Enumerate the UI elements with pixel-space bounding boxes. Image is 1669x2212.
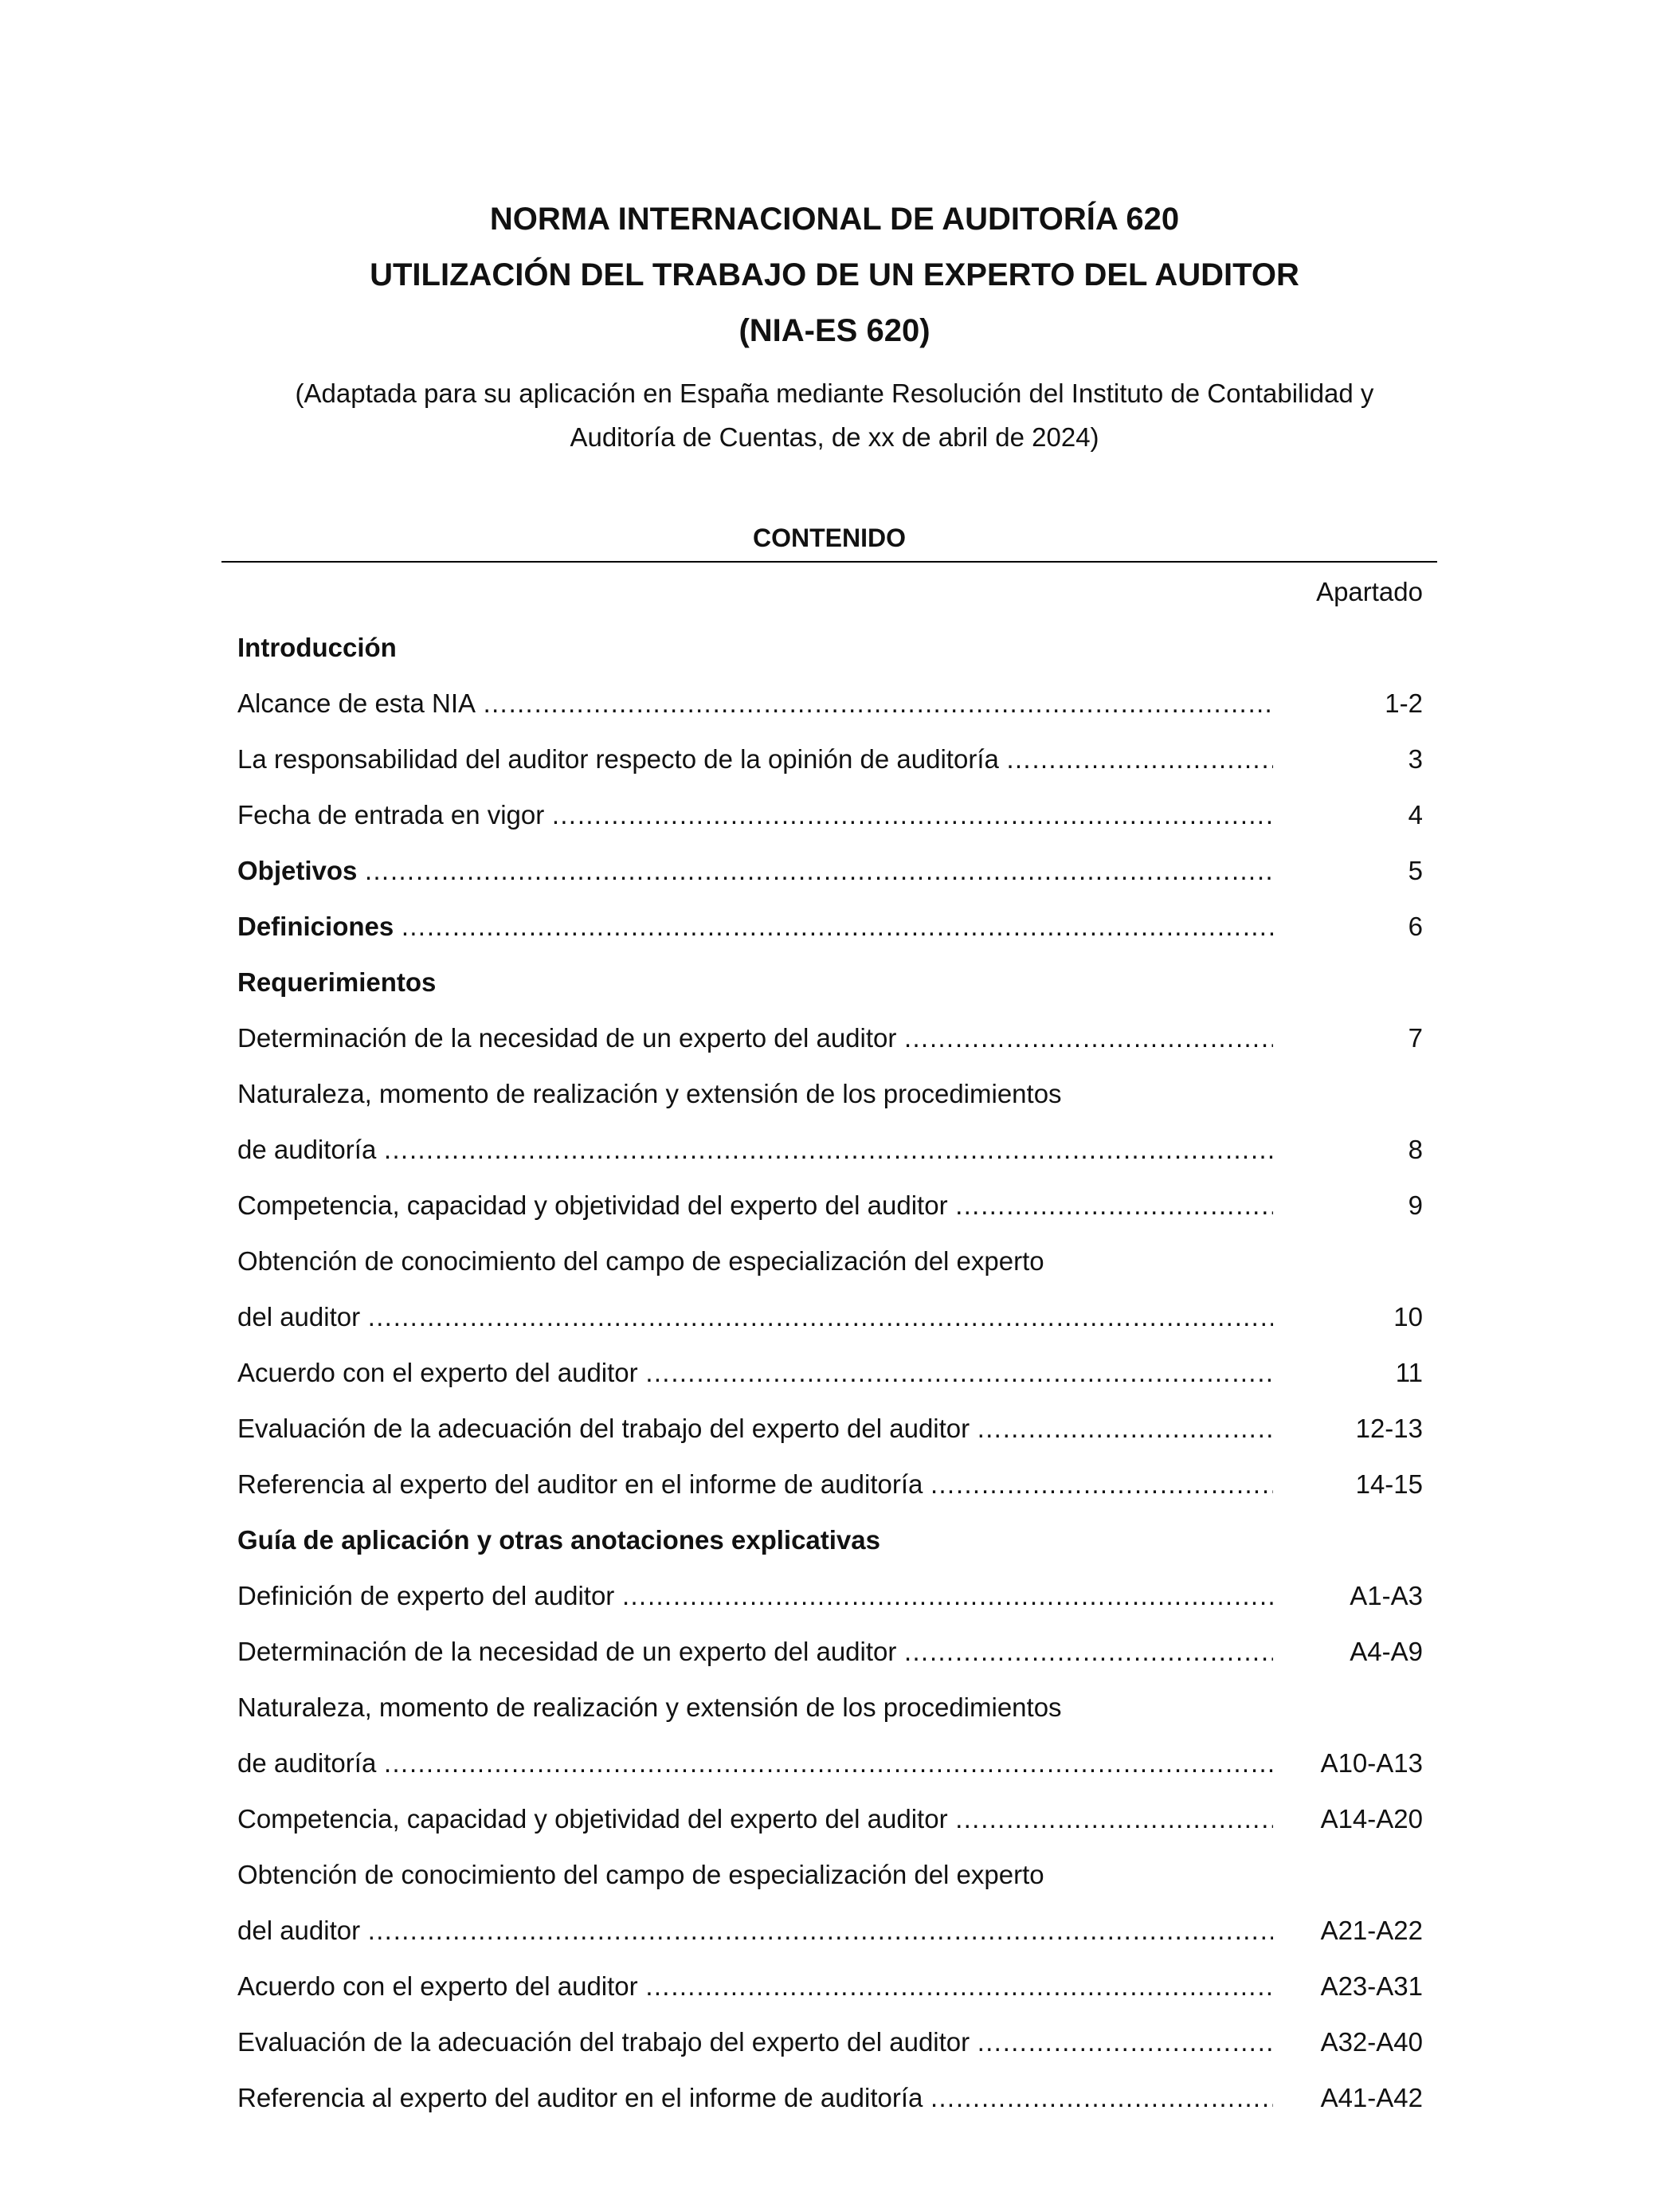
toc-entry (237, 1122, 1423, 1178)
toc-entry-label: Acuerdo con el experto del auditor (237, 1358, 638, 1387)
toc-entry-label: Fecha de entrada en vigor (237, 800, 545, 830)
toc-entry-reference: A41-A42 (1320, 2083, 1423, 2112)
toc-entry-reference: A10-A13 (1320, 1748, 1423, 1778)
toc-entry-title (237, 620, 1273, 676)
toc-entry-label: Objetivos (237, 856, 358, 885)
toc-entry-label: Alcance de esta NIA (237, 688, 476, 718)
toc-entry-label: Evaluación de la adecuación del trabajo del experto del auditor (237, 2027, 970, 2057)
toc-entry-label: Competencia, capacidad y objetividad del experto del auditor (237, 1190, 948, 1220)
toc-entry-label: Requerimientos (237, 967, 437, 997)
toc-entry-title (237, 1512, 1273, 1568)
toc-entry-label: Determinación de la necesidad de un experto del auditor (237, 1637, 897, 1666)
toc-entry (237, 1903, 1423, 1959)
toc-entry (237, 2014, 1423, 2070)
toc-section-heading (237, 1512, 1423, 1568)
toc-entry-title (237, 1178, 1273, 1233)
contents-divider (221, 561, 1437, 563)
title-line-2: UTILIZACIÓN DEL TRABAJO DE UN EXPERTO DEL AUDITOR (370, 257, 1299, 292)
toc-entry-label: Guía de aplicación y otras anotaciones explicativas (237, 1525, 880, 1555)
toc-entry-reference: A1-A3 (1350, 1581, 1423, 1610)
toc-entry-reference (1273, 1512, 1423, 1568)
toc-rows (237, 620, 1423, 2126)
toc-entry (237, 1568, 1423, 1624)
toc-section-heading (237, 620, 1423, 676)
toc-entry (237, 1791, 1423, 1847)
toc-entry (237, 1624, 1423, 1680)
toc-entry-reference: 6 (1408, 912, 1423, 941)
toc-entry-title (237, 1066, 1273, 1122)
toc-entry-title (237, 1401, 1273, 1457)
toc-entry-title (237, 1345, 1273, 1401)
toc-entry-label: Introducción (237, 633, 397, 662)
toc-entry-label: de auditoría (237, 1748, 377, 1778)
toc-entry-reference (1273, 620, 1423, 676)
toc-entry-label: de auditoría (237, 1135, 377, 1164)
toc-entry-label: Determinación de la necesidad de un experto del auditor (237, 1023, 897, 1053)
toc-entry-title (237, 1010, 1273, 1066)
toc-entry-title (237, 1959, 1273, 2014)
toc-entry-label: Referencia al experto del auditor en el informe de auditoría (237, 1469, 923, 1499)
title-line-3: (NIA-ES 620) (739, 313, 930, 348)
toc-entry-label: Naturaleza, momento de realización y extensión de los procedimientos (237, 1079, 1062, 1108)
toc-entry-title (237, 676, 1273, 731)
toc-entry (237, 1401, 1423, 1457)
toc-entry-reference: A4-A9 (1350, 1637, 1423, 1666)
toc-entry-label: Obtención de conocimiento del campo de especialización del experto (237, 1246, 1044, 1276)
toc-entry-title (237, 2070, 1273, 2126)
toc-entry-reference: 3 (1408, 744, 1423, 774)
toc-entry-reference: 1-2 (1385, 688, 1423, 718)
toc-entry (237, 2070, 1423, 2126)
toc-entry-title (237, 1624, 1273, 1680)
toc-entry-title (237, 1233, 1273, 1289)
toc-entry-reference: 12-13 (1355, 1414, 1423, 1443)
table-of-contents (237, 564, 1423, 2126)
toc-entry-reference: A21-A22 (1320, 1916, 1423, 1945)
toc-entry (237, 1010, 1423, 1066)
toc-entry (237, 1680, 1423, 1735)
toc-entry-reference (1273, 1066, 1423, 1122)
toc-entry (237, 899, 1423, 955)
title-line-1: NORMA INTERNACIONAL DE AUDITORÍA 620 (489, 202, 1180, 237)
toc-entry (237, 731, 1423, 787)
toc-entry-title (237, 1289, 1273, 1345)
toc-entry (237, 1735, 1423, 1791)
toc-entry-label: Obtención de conocimiento del campo de especialización del experto (237, 1860, 1044, 1889)
toc-entry-reference (1273, 1847, 1423, 1903)
subtitle (0, 371, 1669, 459)
toc-entry (237, 843, 1423, 899)
toc-entry-title (237, 2014, 1273, 2070)
toc-entry-reference: 11 (1395, 1358, 1423, 1387)
document-header (0, 191, 1669, 459)
toc-entry-label: Acuerdo con el experto del auditor (237, 1971, 638, 2001)
toc-section-heading (237, 955, 1423, 1010)
toc-entry-reference (1273, 1680, 1423, 1735)
toc-entry-reference: 7 (1408, 1023, 1423, 1053)
toc-entry-label: Evaluación de la adecuación del trabajo del experto del auditor (237, 1414, 970, 1443)
toc-entry-title (237, 955, 1273, 1010)
toc-entry-label: Competencia, capacidad y objetividad del experto del auditor (237, 1804, 948, 1834)
toc-entry (237, 1847, 1423, 1903)
toc-entry-title (237, 1457, 1273, 1512)
contents-heading-block (221, 516, 1437, 563)
toc-entry-reference: 14-15 (1355, 1469, 1423, 1499)
toc-entry-title (237, 1903, 1273, 1959)
toc-entry-title (237, 843, 1273, 899)
toc-entry (237, 1233, 1423, 1289)
toc-entry-title (237, 1735, 1273, 1791)
toc-entry (237, 1959, 1423, 2014)
toc-entry-label: Naturaleza, momento de realización y extensión de los procedimientos (237, 1692, 1062, 1722)
toc-entry-reference: A14-A20 (1320, 1804, 1423, 1834)
toc-entry-label: del auditor (237, 1302, 361, 1332)
toc-entry (237, 676, 1423, 731)
toc-entry-label: Referencia al experto del auditor en el informe de auditoría (237, 2083, 923, 2112)
toc-entry-reference (1273, 955, 1423, 1010)
toc-entry-title (237, 1847, 1273, 1903)
toc-entry (237, 1345, 1423, 1401)
toc-entry-reference: 10 (1393, 1302, 1423, 1332)
toc-entry-title (237, 1680, 1273, 1735)
toc-entry-reference (1273, 1233, 1423, 1289)
toc-entry-title (237, 787, 1273, 843)
toc-entry (237, 1066, 1423, 1122)
contents-heading: CONTENIDO (753, 524, 906, 552)
toc-entry-reference: 4 (1408, 800, 1423, 830)
toc-entry (237, 1457, 1423, 1512)
toc-entry-reference: 9 (1408, 1190, 1423, 1220)
subtitle-line-1: (Adaptada para su aplicación en España mediante Resolución del Instituto de Contabilidad y (295, 378, 1374, 408)
toc-entry-label: Definiciones (237, 912, 394, 941)
toc-entry-reference: 5 (1408, 856, 1423, 885)
toc-entry-label: La responsabilidad del auditor respecto de la opinión de auditoría (237, 744, 999, 774)
toc-entry-reference: A23-A31 (1320, 1971, 1423, 2001)
apartado-column-header: Apartado (1316, 577, 1423, 606)
toc-entry-reference: A32-A40 (1320, 2027, 1423, 2057)
subtitle-line-2: Auditoría de Cuentas, de xx de abril de 2024) (570, 422, 1099, 452)
toc-entry (237, 1178, 1423, 1233)
toc-entry-label: Definición de experto del auditor (237, 1581, 615, 1610)
toc-entry (237, 1289, 1423, 1345)
toc-entry-reference: 8 (1408, 1135, 1423, 1164)
toc-entry-title (237, 1122, 1273, 1178)
toc-entry-title (237, 1791, 1273, 1847)
toc-entry-title (237, 731, 1273, 787)
toc-entry (237, 787, 1423, 843)
toc-entry-title (237, 1568, 1273, 1624)
toc-entry-title (237, 899, 1273, 955)
toc-entry-label: del auditor (237, 1916, 361, 1945)
